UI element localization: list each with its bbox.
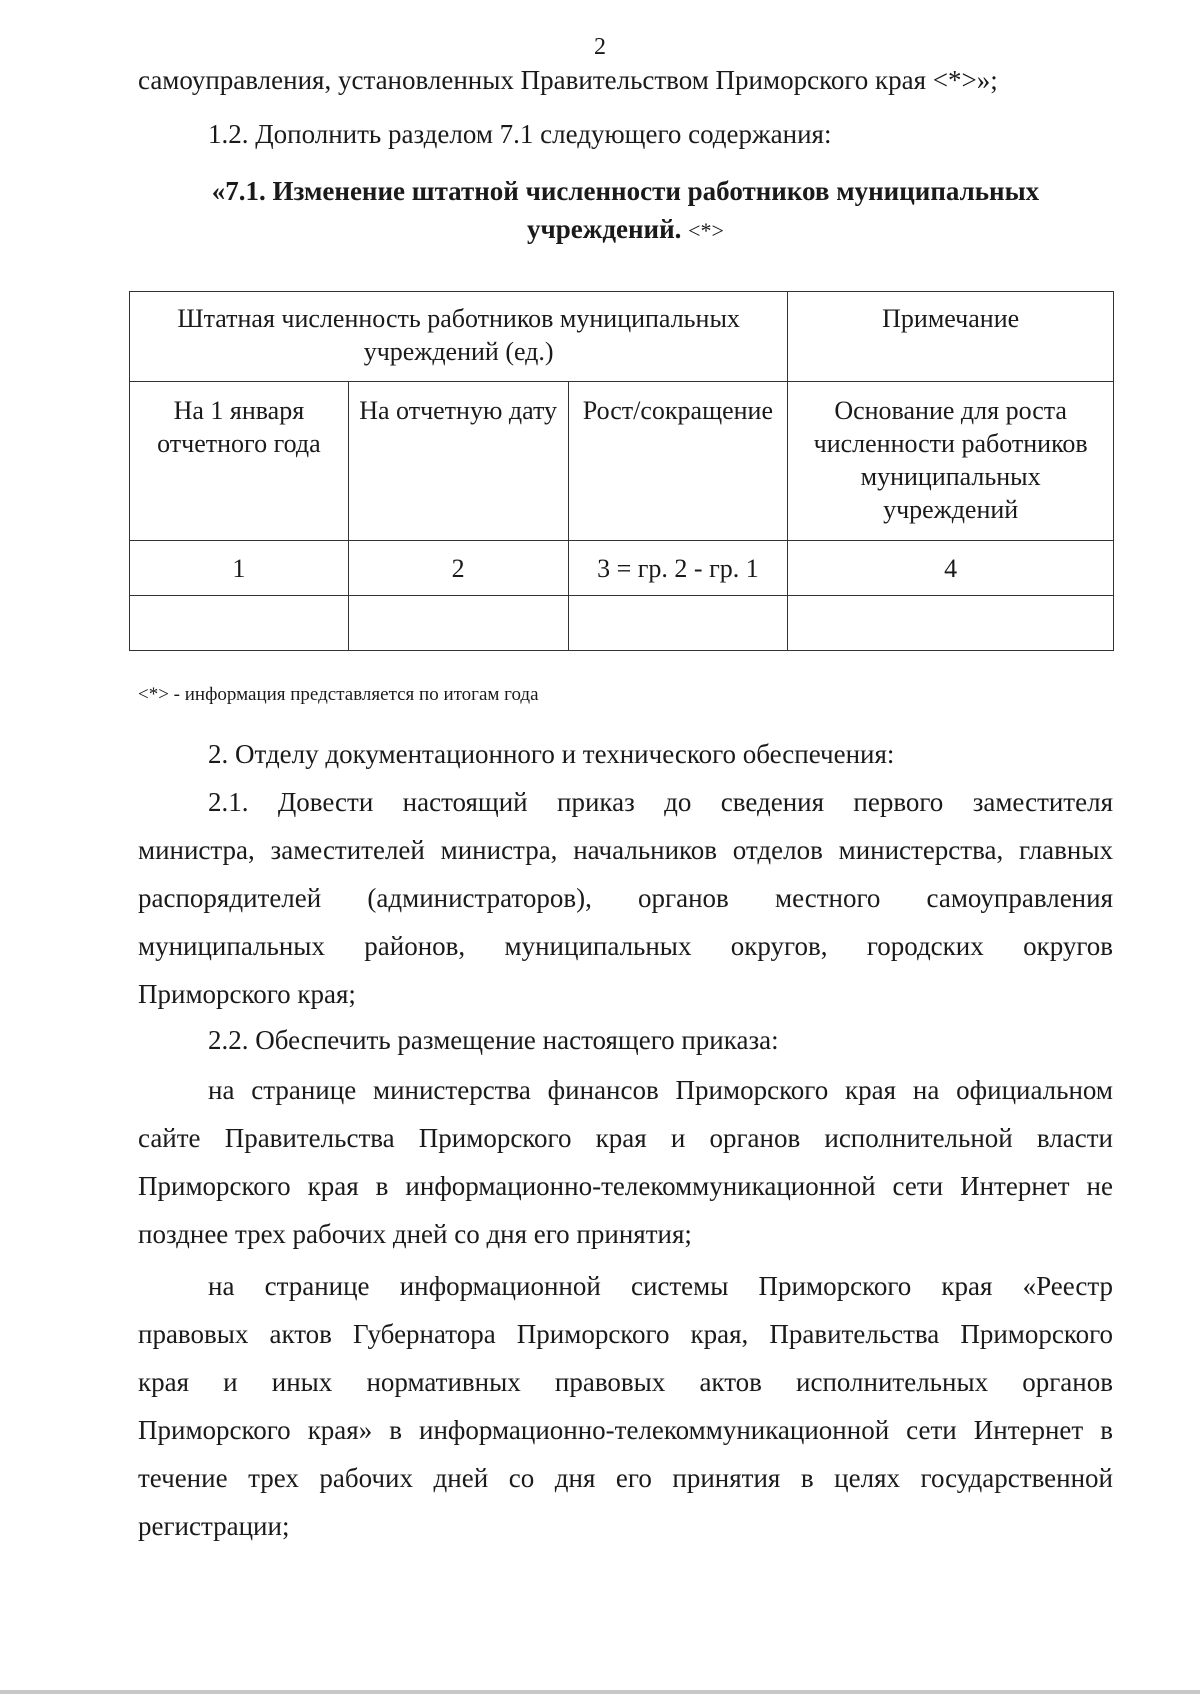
table-header-row (130, 292, 1114, 382)
paragraph-line: Приморского края; (138, 979, 356, 1009)
paragraph-registry (138, 1262, 1113, 1550)
col-number-3: 3 = гр. 2 - гр. 1 (568, 541, 788, 596)
paragraph-line: края и иных нормативных правовых актов исполнительных органов (138, 1367, 1113, 1397)
header-note-cell: Примечание (788, 292, 1114, 382)
empty-cell (348, 596, 568, 651)
col-number-4: 4 (788, 541, 1114, 596)
col-change-header: Рост/сокращение (568, 382, 788, 541)
staff-table (129, 291, 1114, 651)
col-number-2: 2 (348, 541, 568, 596)
paragraph-line: правовых актов Губернатора Приморского края, Правительства Приморского (138, 1319, 1113, 1349)
paragraph-line: министра, заместителей министра, начальников отделов министерства, главных (138, 835, 1113, 865)
table-subheader-row (130, 382, 1114, 541)
empty-cell (130, 596, 349, 651)
paragraph-line: позднее трех рабочих дней со дня его принятия; (138, 1219, 692, 1249)
heading-line-1: «7.1. Изменение штатной численности работников муниципальных (211, 176, 1040, 206)
continued-line: самоуправления, установленных Правительством Приморского края <*>»; (138, 65, 998, 95)
item-1-2: 1.2. Дополнить разделом 7.1 следующего содержания: (208, 119, 832, 149)
col-report-date-header: На отчетную дату (348, 382, 568, 541)
paragraph-2-2: 2.2. Обеспечить размещение настоящего приказа: (208, 1025, 779, 1055)
page-number: 2 (594, 34, 606, 60)
paragraph-line: на странице информационной системы Приморского края «Реестр (208, 1271, 1113, 1301)
empty-cell (568, 596, 788, 651)
table-number-row (130, 541, 1114, 596)
page-bottom-edge (0, 1690, 1200, 1694)
paragraph-line: муниципальных районов, муниципальных округов, городских округов (138, 931, 1113, 961)
header-group-cell: Штатная численность работников муниципальных учреждений (ед.) (130, 292, 788, 382)
paragraph-2: 2. Отделу документационного и технического обеспечения: (208, 739, 895, 769)
paragraph-2-1 (138, 778, 1113, 1018)
paragraph-line: распорядителей (администраторов), органов местного самоуправления (138, 883, 1113, 913)
col-basis-header: Основание для роста численности работников муниципальных учреждений (788, 382, 1114, 541)
empty-cell (788, 596, 1114, 651)
paragraph-line: Приморского края в информационно-телекоммуникационной сети Интернет не (138, 1171, 1113, 1201)
paragraph-line: Приморского края» в информационно-телекоммуникационной сети Интернет в (138, 1415, 1113, 1445)
paragraph-line: на странице министерства финансов Приморского края на официальном (208, 1075, 1113, 1105)
heading-footnote-mark: <*> (688, 218, 724, 243)
col-number-1: 1 (130, 541, 349, 596)
section-heading (138, 172, 1113, 250)
footnote: <*> - информация представляется по итогам года (138, 684, 539, 705)
paragraph-line: 2.1. Довести настоящий приказ до сведения первого заместителя (208, 787, 1113, 817)
paragraph-line: сайте Правительства Приморского края и органов исполнительной власти (138, 1123, 1113, 1153)
paragraph-line: регистрации; (138, 1511, 290, 1541)
table-empty-row (130, 596, 1114, 651)
col-jan1-header: На 1 января отчетного года (130, 382, 349, 541)
heading-line-2: учреждений. <*> (527, 214, 724, 244)
paragraph-official-site (138, 1066, 1113, 1258)
paragraph-line: течение трех рабочих дней со дня его принятия в целях государственной (138, 1463, 1113, 1493)
